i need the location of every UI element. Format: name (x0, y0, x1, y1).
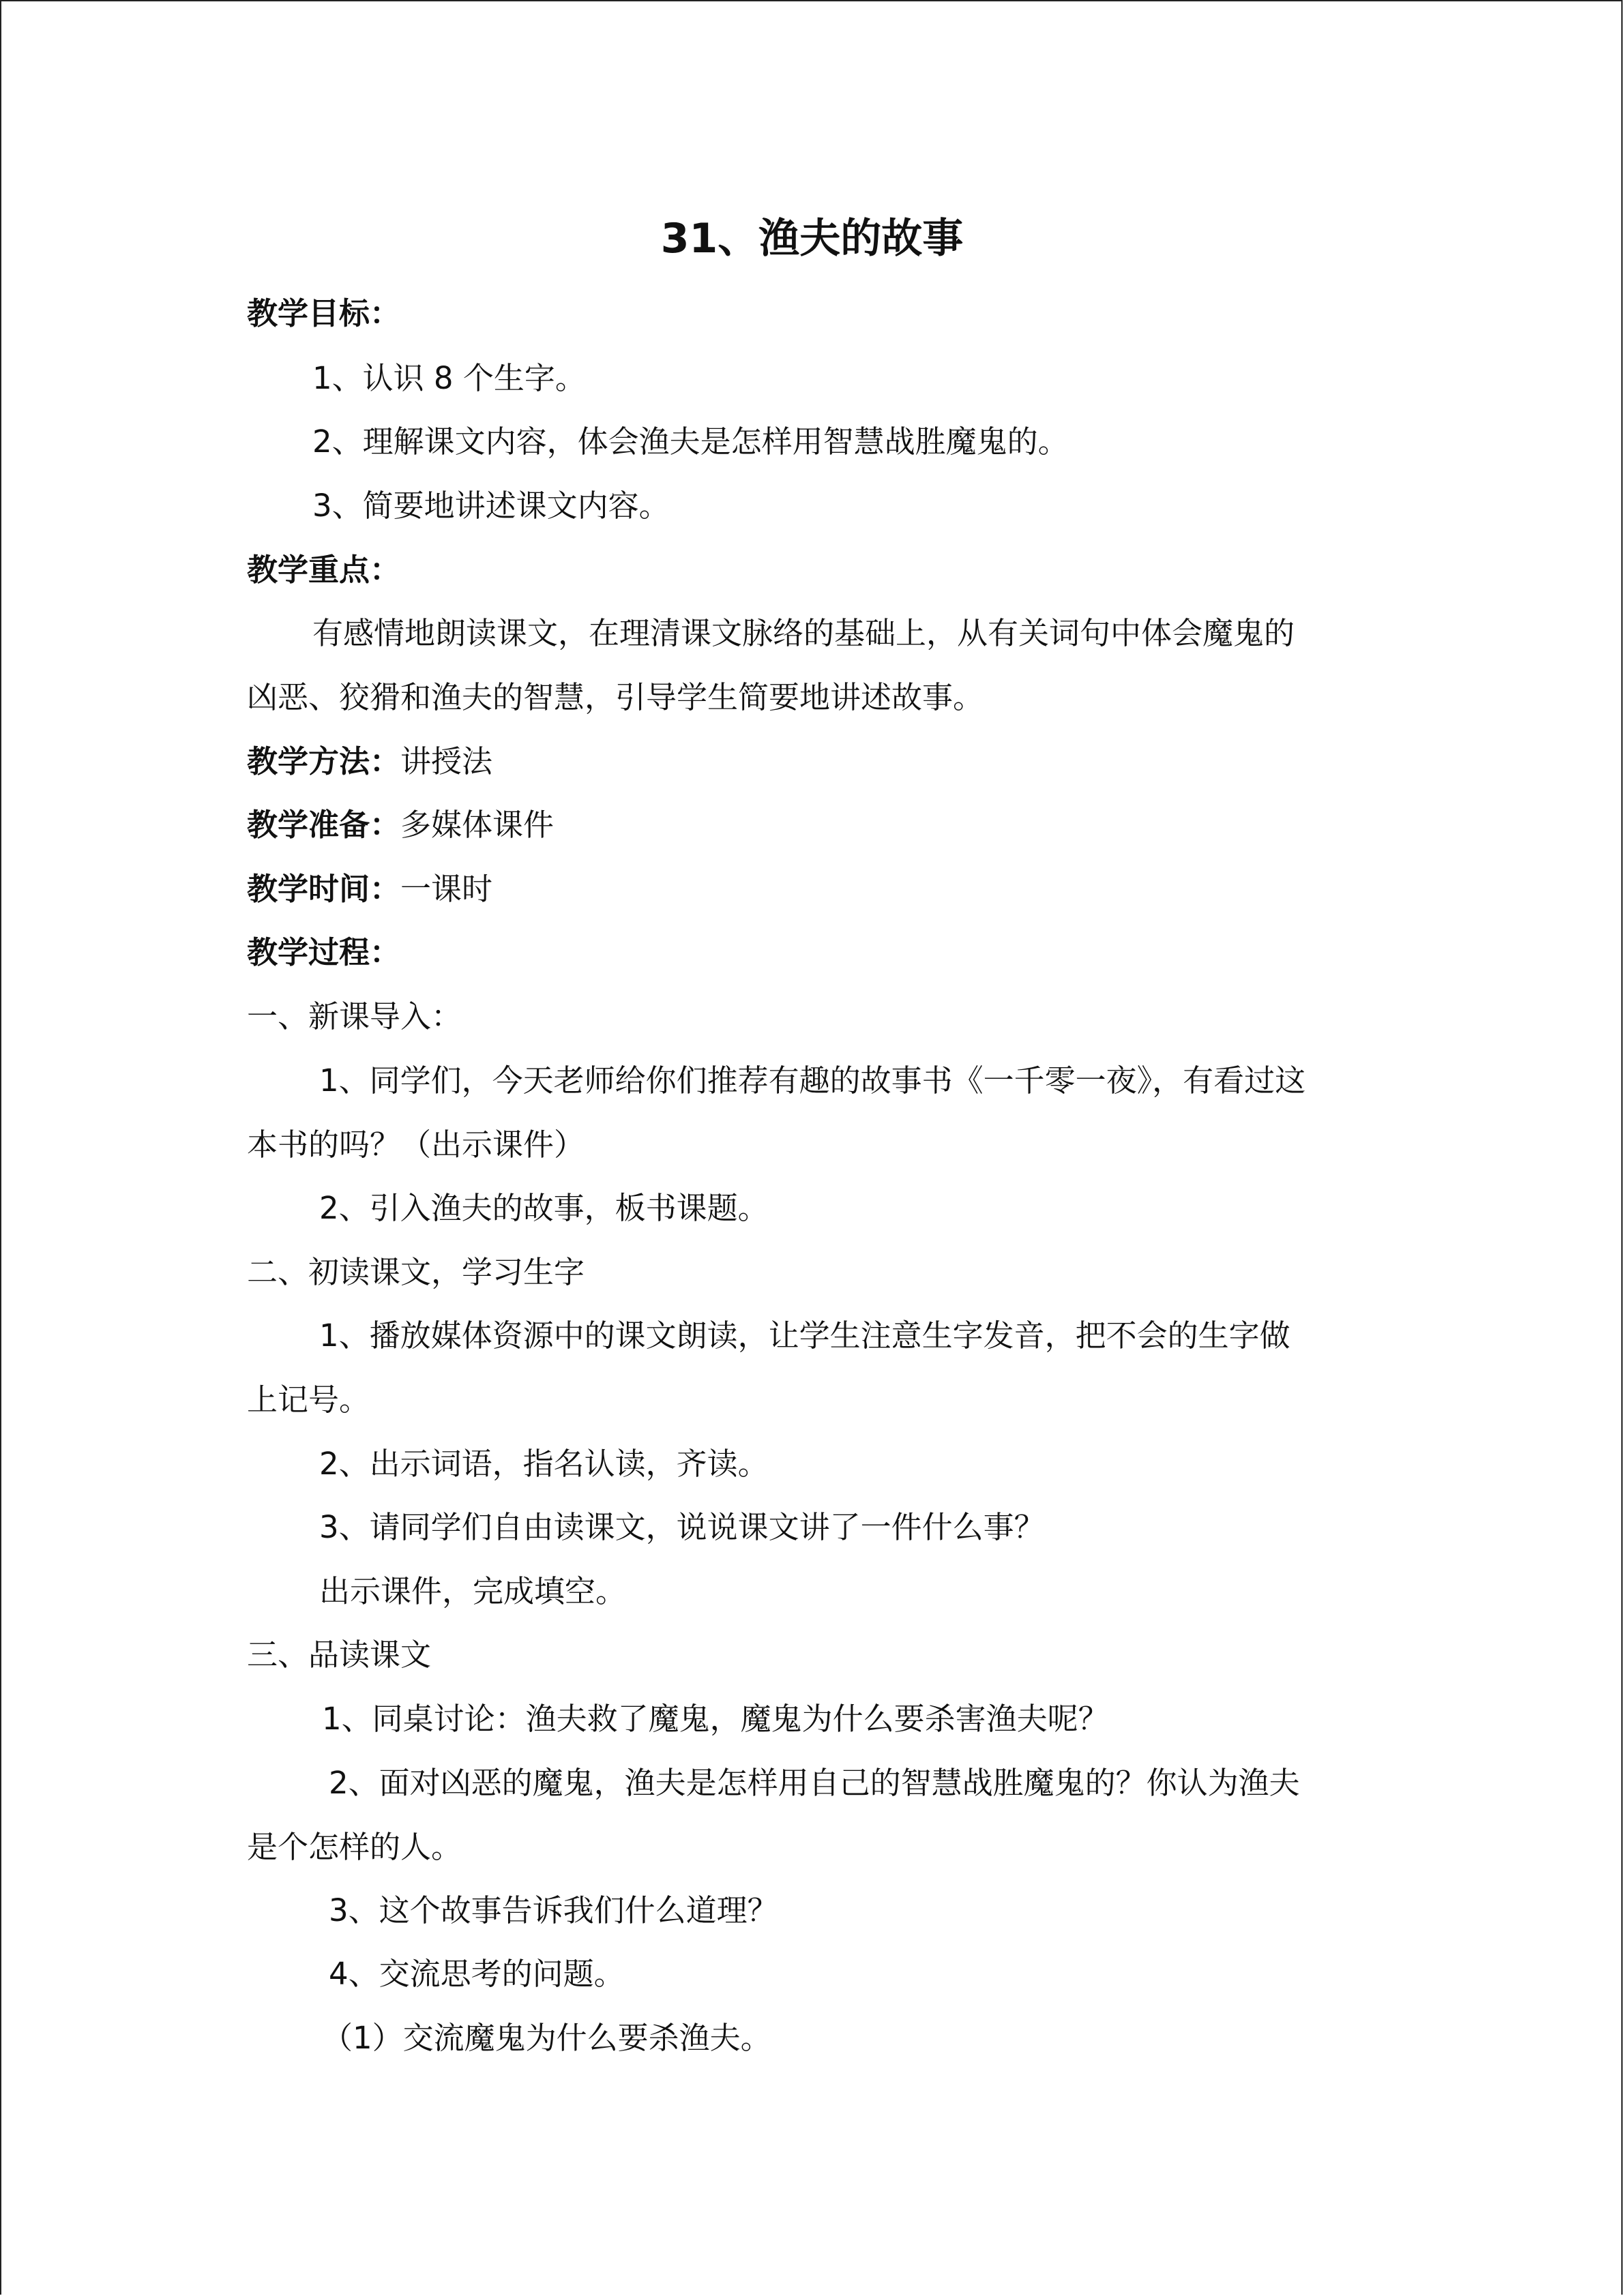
section-2-item-3-note: 出示课件，完成填空。 (319, 1573, 627, 1609)
section-3-item-3: 3、这个故事告诉我们什么道理？ (329, 1892, 778, 1928)
goal-item-2: 2、理解课文内容，体会渔夫是怎样用智慧战胜魔鬼的。 (312, 423, 1069, 460)
section-1-item-2: 2、引入渔夫的故事，板书课题。 (319, 1190, 769, 1226)
goal-item-1: 1、认识 8 个生字。 (312, 360, 586, 396)
heading-teaching-goals: 教学目标： (247, 295, 401, 331)
time-row (247, 869, 492, 910)
section-1-heading: 一、新课导入： (247, 998, 462, 1034)
section-2-item-3: 3、请同学们自由读课文，说说课文讲了一件什么事？ (319, 1509, 1045, 1545)
time-label: 教学时间： (247, 871, 401, 907)
preparation-row (247, 805, 554, 846)
key-points-line-1: 有感情地朗读课文，在理清课文脉络的基础上，从有关词句中体会魔鬼的 (312, 615, 1295, 651)
section-2-item-1-line-1: 1、播放媒体资源中的课文朗读，让学生注意生字发音，把不会的生字做 (319, 1317, 1290, 1354)
section-3-item-1: 1、同桌讨论：渔夫救了魔鬼，魔鬼为什么要杀害渔夫呢？ (322, 1701, 1109, 1737)
section-3-item-2-line-2: 是个怎样的人。 (247, 1829, 462, 1865)
heading-key-points: 教学重点： (247, 552, 401, 588)
method-row (247, 741, 492, 782)
key-points-line-2: 凶恶、狡猾和渔夫的智慧，引导学生简要地讲述故事。 (247, 679, 984, 715)
preparation-value: 多媒体课件 (400, 807, 555, 843)
section-2-item-2: 2、出示词语，指名认读，齐读。 (319, 1446, 769, 1482)
section-3-heading: 三、品读课文 (247, 1637, 432, 1673)
method-label: 教学方法： (247, 743, 401, 779)
method-value: 讲授法 (400, 743, 493, 779)
heading-teaching-process: 教学过程： (247, 934, 401, 970)
section-3-item-2-line-1: 2、面对凶恶的魔鬼，渔夫是怎样用自己的智慧战胜魔鬼的？你认为渔夫 (329, 1765, 1300, 1801)
goal-item-3: 3、简要地讲述课文内容。 (312, 488, 670, 524)
section-1-item-1-line-2: 本书的吗？（出示课件） (247, 1127, 585, 1163)
preparation-label: 教学准备： (247, 807, 401, 843)
section-2-heading: 二、初读课文，学习生字 (247, 1254, 585, 1290)
section-3-item-4-sub-1: （1）交流魔鬼为什么要杀渔夫。 (322, 2020, 771, 2056)
time-value: 一课时 (400, 871, 493, 907)
section-3-item-4: 4、交流思考的问题。 (329, 1956, 625, 1992)
section-1-item-1-line-1: 1、同学们，今天老师给你们推荐有趣的故事书《一千零一夜》，有看过这 (319, 1062, 1306, 1099)
section-2-item-1-line-2: 上记号。 (247, 1382, 370, 1418)
document-title: 31、渔夫的故事 (660, 215, 964, 263)
